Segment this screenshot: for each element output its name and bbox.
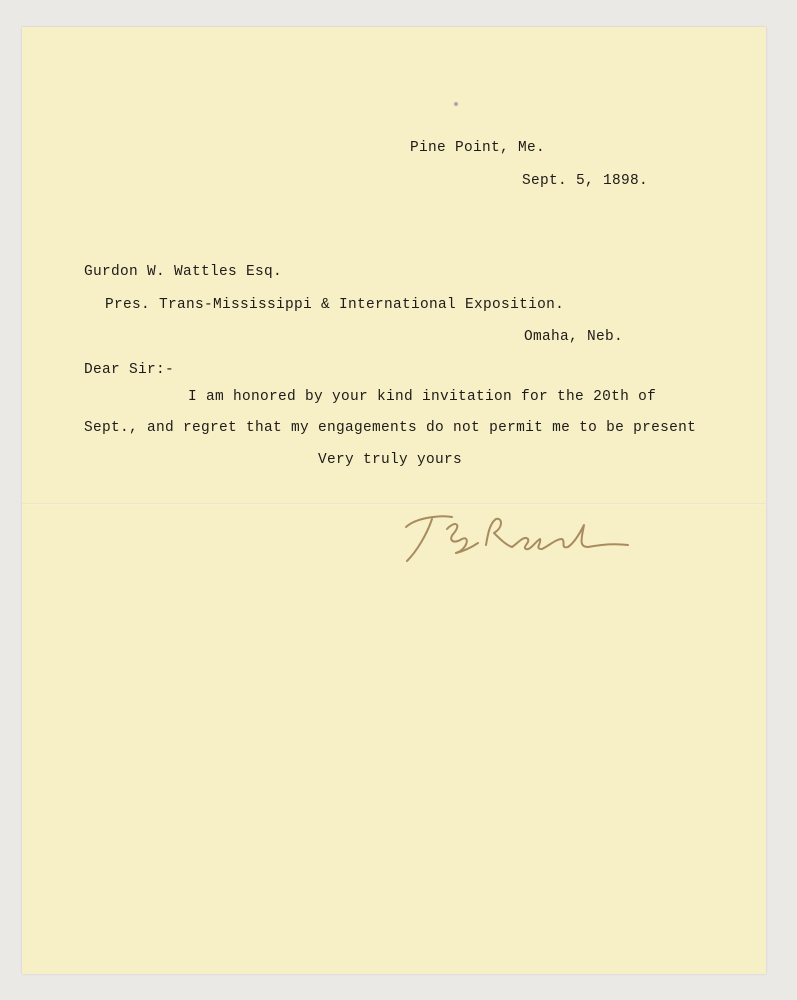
closing: Very truly yours (318, 452, 463, 468)
paper-fold-crease (22, 503, 766, 505)
letter-paper (22, 27, 766, 974)
body-line-2: Sept., and regret that my engagements do not permit me to be present (84, 420, 697, 436)
recipient-title: Pres. Trans-Mississippi & International Exposition. (105, 297, 565, 313)
handwritten-signature (392, 509, 632, 569)
recipient-name: Gurdon W. Wattles Esq. (84, 264, 283, 280)
ink-spot (454, 102, 458, 106)
salutation: Dear Sir:- (84, 362, 175, 378)
recipient-city: Omaha, Neb. (524, 329, 624, 345)
letter-place: Pine Point, Me. (410, 140, 546, 156)
body-line-1: I am honored by your kind invitation for the 20th of (188, 389, 657, 405)
letter-date: Sept. 5, 1898. (522, 173, 649, 189)
